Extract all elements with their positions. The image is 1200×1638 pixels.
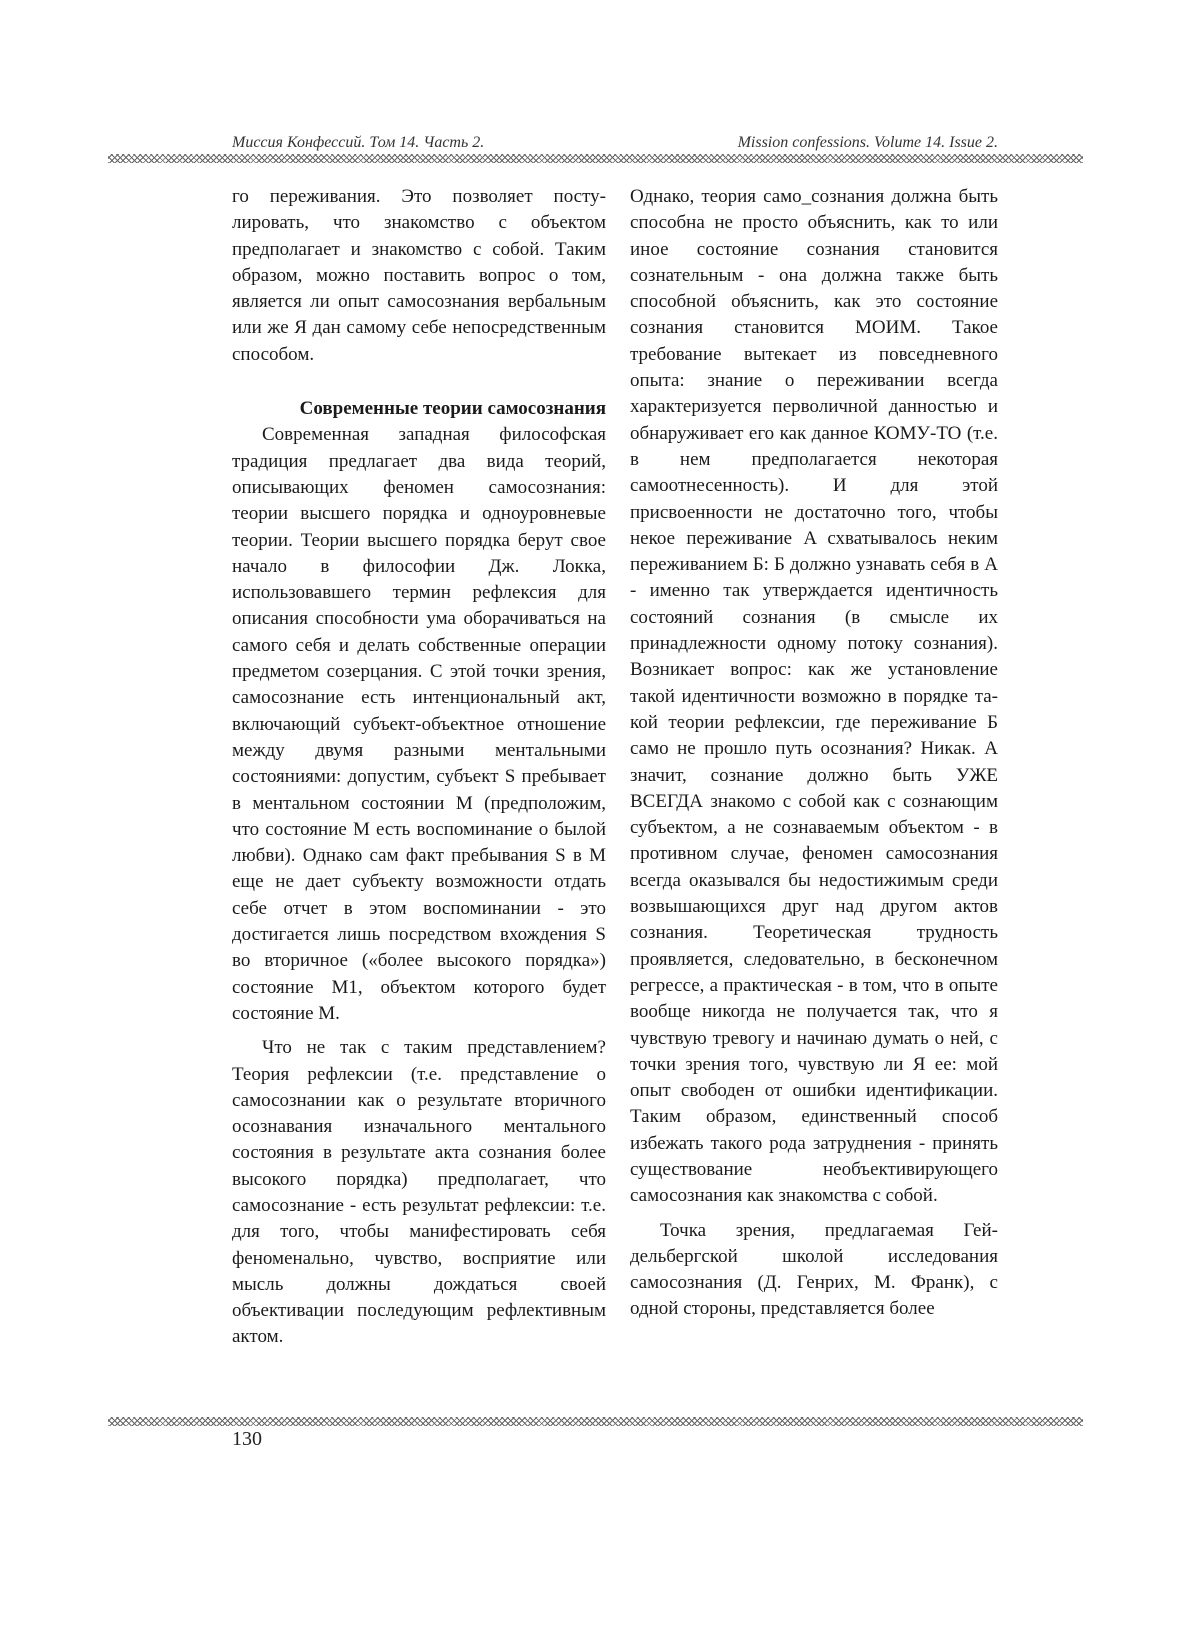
section-heading: Современные теории самосознания xyxy=(299,398,606,420)
top-ornament-rule xyxy=(108,154,1083,163)
right-paragraph-2: Точка зрения, предлагаемая Гейдельбергской школой исследования самосознания (Д. Генрих, М. Франк), с одной стороны, представляется более xyxy=(630,1219,998,1320)
running-head-right: Mission confessions. Volume 14. Issue 2. xyxy=(737,134,998,151)
left-paragraph-2: Современная западная философская традиция предлагает два вида теорий, описывающих феномен самосознания: теории высшего порядка и одноуровневые теории. Теории высшего порядка берут свое начало в философии Дж. Локка, использовавшего термин рефлексия для описания способности ума оборачиваться на самого себя и делать собственные операции предметом созерцания. С этой точки зрения, самосознание есть интенциональный акт, включающий субъект-объектное отношение между двумя разными ментальными состояниями: допустим, субъект S пребывает в ментальном состоянии M (предположим, что состояние M есть воспоминание о былой любви). Однако сам факт пребывания S в M еще не дает субъекту возможности отдать себе отчет в этом воспоминании - это достигается лишь посредством вхождения S во вторичное («более высокого порядка») состояние M1, объектом которого будет состояние M. xyxy=(232,424,606,1024)
running-head-left: Миссия Конфессий. Том 14. Часть 2. xyxy=(232,134,485,151)
left-column xyxy=(232,184,606,1351)
right-column xyxy=(630,184,998,1323)
bottom-ornament-rule xyxy=(108,1417,1083,1426)
right-paragraph-1: Однако, теория само_сознания должна быть способна не просто объяснить, как то или иное состояние сознания становится сознательным - она должна также быть способной объяснить, как это состояние сознания становится МОИМ. Такое требование вытекает из повседневного опыта: знание о переживании всегда характеризуется перволичной данностью и обнаруживает его как данное КОМУ-ТО (т.е. в нем предполагается некоторая самоотнесенность). И для этой присвоенности не достаточно того, чтобы некое переживание A схватывалось неким переживанием Б: Б должно узнавать себя в A - именно так утверждается идентичность состояний сознания (в смысле их принадлежности одному потоку сознания). Возникает вопрос: как же установление такой идентичности возможно в порядке такой теории рефлексии, где переживание Б само не прошло путь осознания? Никак. А значит, сознание должно быть УЖЕ ВСЕГДА знакомо с собой как с сознающим субъектом, а не сознаваемым объектом - в противном случае, феномен самосознания всегда оказывался бы недостижимым среди возвышающихся друг над другом актов сознания. Теоретическая трудность проявляется, следовательно, в бесконечном регрессе, а практическая - в том, что в опыте вообще никогда не получается так, что я чувствую тревогу и начинаю думать о ней, с точки зрения того, чувствую ли Я ее: мой опыт свободен от ошибки идентификации. Таким образом, единственный способ избежать такого рода затруднения - принять существование необъективирующего самосознания как знакомства с собой. xyxy=(630,186,998,1207)
left-paragraph-1: го переживания. Это позволяет постулировать, что знакомство с объектом предполагает и знакомство с собой. Таким образом, можно поставить вопрос о том, является ли опыт самосознания вербальным или же Я дан самому себе непосредственным способом. xyxy=(232,186,606,365)
left-paragraph-3: Что не так с таким представлением? Теория рефлексии (т.е. представление о самосознании как о результате вторичного осознавания изначального ментального состояния в результате акта сознания более высокого порядка) предполагает, что самосознание - есть результат рефлексии: т.е. для того, чтобы манифестировать себя феноменально, чувство, восприятие или мысль должны дождаться своей объективации последующим рефлективным актом. xyxy=(232,1037,606,1348)
paragraph-gap xyxy=(232,368,606,396)
page-number: 130 xyxy=(232,1428,262,1450)
